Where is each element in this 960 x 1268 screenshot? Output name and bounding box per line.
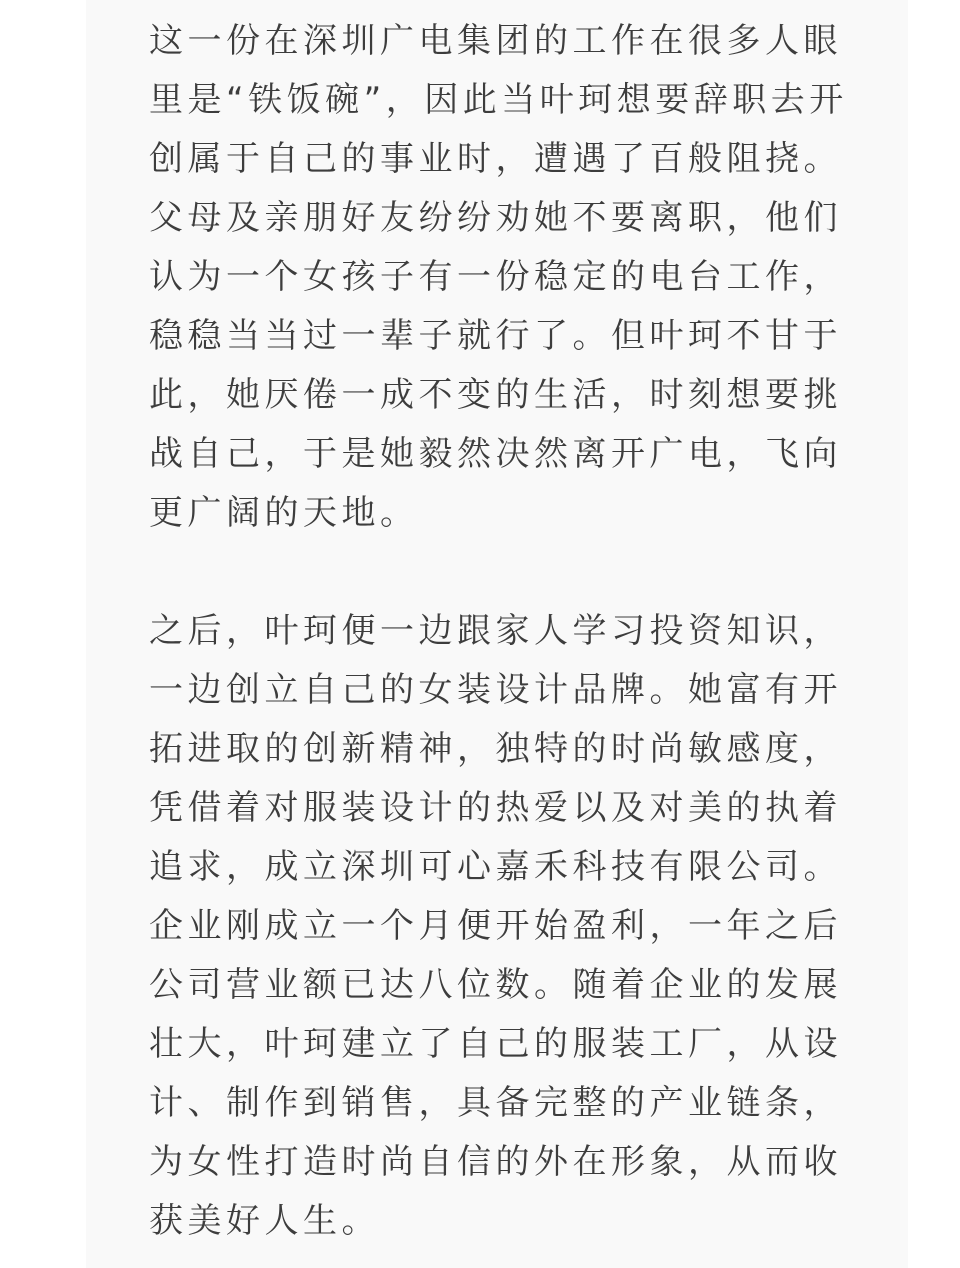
text-line: 一边创立自己的女装设计品牌。她富有开 bbox=[149, 670, 842, 710]
text-line: 这一份在深圳广电集团的工作在很多人眼 bbox=[149, 21, 842, 61]
text-line: 获美好人生。 bbox=[149, 1201, 380, 1241]
text-line: 计、制作到销售，具备完整的产业链条， bbox=[149, 1083, 842, 1123]
text-line: 公司营业额已达八位数。随着企业的发展 bbox=[149, 965, 842, 1005]
text-line: 稳稳当当过一辈子就行了。但叶珂不甘于 bbox=[149, 316, 842, 356]
text-line: 此，她厌倦一成不变的生活，时刻想要挑 bbox=[149, 375, 842, 415]
text-line: 里是“铁饭碗”，因此当叶珂想要辞职去开 bbox=[149, 80, 848, 120]
text-line: 拓进取的创新精神，独特的时尚敏感度， bbox=[149, 729, 842, 769]
text-line: 之后，叶珂便一边跟家人学习投资知识， bbox=[149, 611, 842, 651]
text-line: 凭借着对服装设计的热爱以及对美的执着 bbox=[149, 788, 842, 828]
text-line: 追求，成立深圳可心嘉禾科技有限公司。 bbox=[149, 847, 842, 887]
text-line: 更广阔的天地。 bbox=[149, 493, 419, 533]
text-line: 企业刚成立一个月便开始盈利，一年之后 bbox=[149, 906, 842, 946]
text-line: 创属于自己的事业时，遭遇了百般阻挠。 bbox=[149, 139, 842, 179]
paragraph-2 bbox=[149, 602, 849, 1251]
paragraph-1 bbox=[149, 12, 849, 543]
text-line: 战自己，于是她毅然决然离开广电，飞向 bbox=[149, 434, 842, 474]
text-line: 为女性打造时尚自信的外在形象，从而收 bbox=[149, 1142, 842, 1182]
article-body bbox=[149, 12, 849, 1251]
text-line: 父母及亲朋好友纷纷劝她不要离职，他们 bbox=[149, 198, 842, 238]
paragraph-spacer bbox=[149, 543, 849, 602]
text-line: 壮大，叶珂建立了自己的服装工厂，从设 bbox=[149, 1024, 842, 1064]
text-line: 认为一个女孩子有一份稳定的电台工作， bbox=[149, 257, 842, 297]
